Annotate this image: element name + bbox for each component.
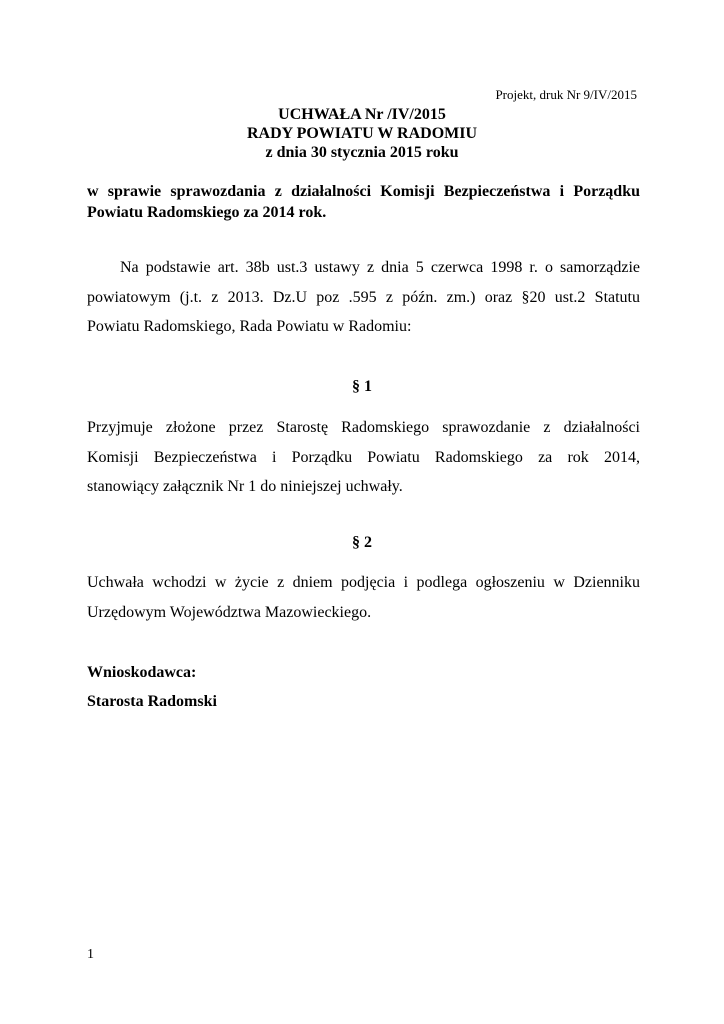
resolution-header bbox=[0, 105, 724, 162]
legal-basis-line: powiatowym (j.t. z 2013. Dz.U poz .595 z późn. zm.) oraz §20 ust.2 Statutu bbox=[87, 288, 640, 306]
applicant-label: Wnioskodawca: bbox=[87, 664, 197, 681]
issuing-body: RADY POWIATU W RADOMIU bbox=[246, 125, 478, 142]
section-1-line: Komisji Bezpieczeństwa i Porządku Powiatu Radomskiego za rok 2014, bbox=[87, 448, 640, 466]
project-number: Projekt, druk Nr 9/IV/2015 bbox=[495, 87, 637, 102]
legal-basis-line: Powiatu Radomskiego, Rada Powiatu w Radomiu: bbox=[87, 318, 412, 335]
section-1-line: stanowiący załącznik Nr 1 do niniejszej uchwały. bbox=[87, 478, 403, 495]
applicant-block bbox=[87, 658, 217, 716]
section-1-line: Przyjmuje złożone przez Starostę Radomskiego sprawozdanie z działalności bbox=[87, 419, 640, 436]
section-2-line: Urzędowym Województwa Mazowieckiego. bbox=[87, 603, 372, 621]
legal-basis-line: Na podstawie art. 38b ust.3 ustawy z dnia 5 czerwca 1998 r. o samorządzie bbox=[120, 259, 640, 276]
resolution-number: UCHWAŁA Nr /IV/2015 bbox=[278, 106, 446, 123]
resolution-date: z dnia 30 stycznia 2015 roku bbox=[265, 144, 459, 161]
section-2-line: Uchwała wchodzi w życie z dniem podjęcia i podlega ogłoszeniu w Dzienniku bbox=[87, 574, 640, 591]
resolution-subject bbox=[87, 181, 640, 223]
legal-basis-paragraph bbox=[87, 253, 640, 342]
section-1-paragraph bbox=[87, 413, 640, 502]
subject-line: Powiatu Radomskiego za 2014 rok. bbox=[87, 204, 327, 221]
section-2-mark: § 2 bbox=[352, 534, 372, 551]
section-2-paragraph bbox=[87, 568, 640, 627]
applicant-name: Starosta Radomski bbox=[87, 693, 217, 710]
page-number: 1 bbox=[87, 947, 94, 962]
section-1-mark: § 1 bbox=[352, 378, 372, 395]
subject-line: w sprawie sprawozdania z działalności Komisji Bezpieczeństwa i Porządku bbox=[87, 183, 640, 200]
